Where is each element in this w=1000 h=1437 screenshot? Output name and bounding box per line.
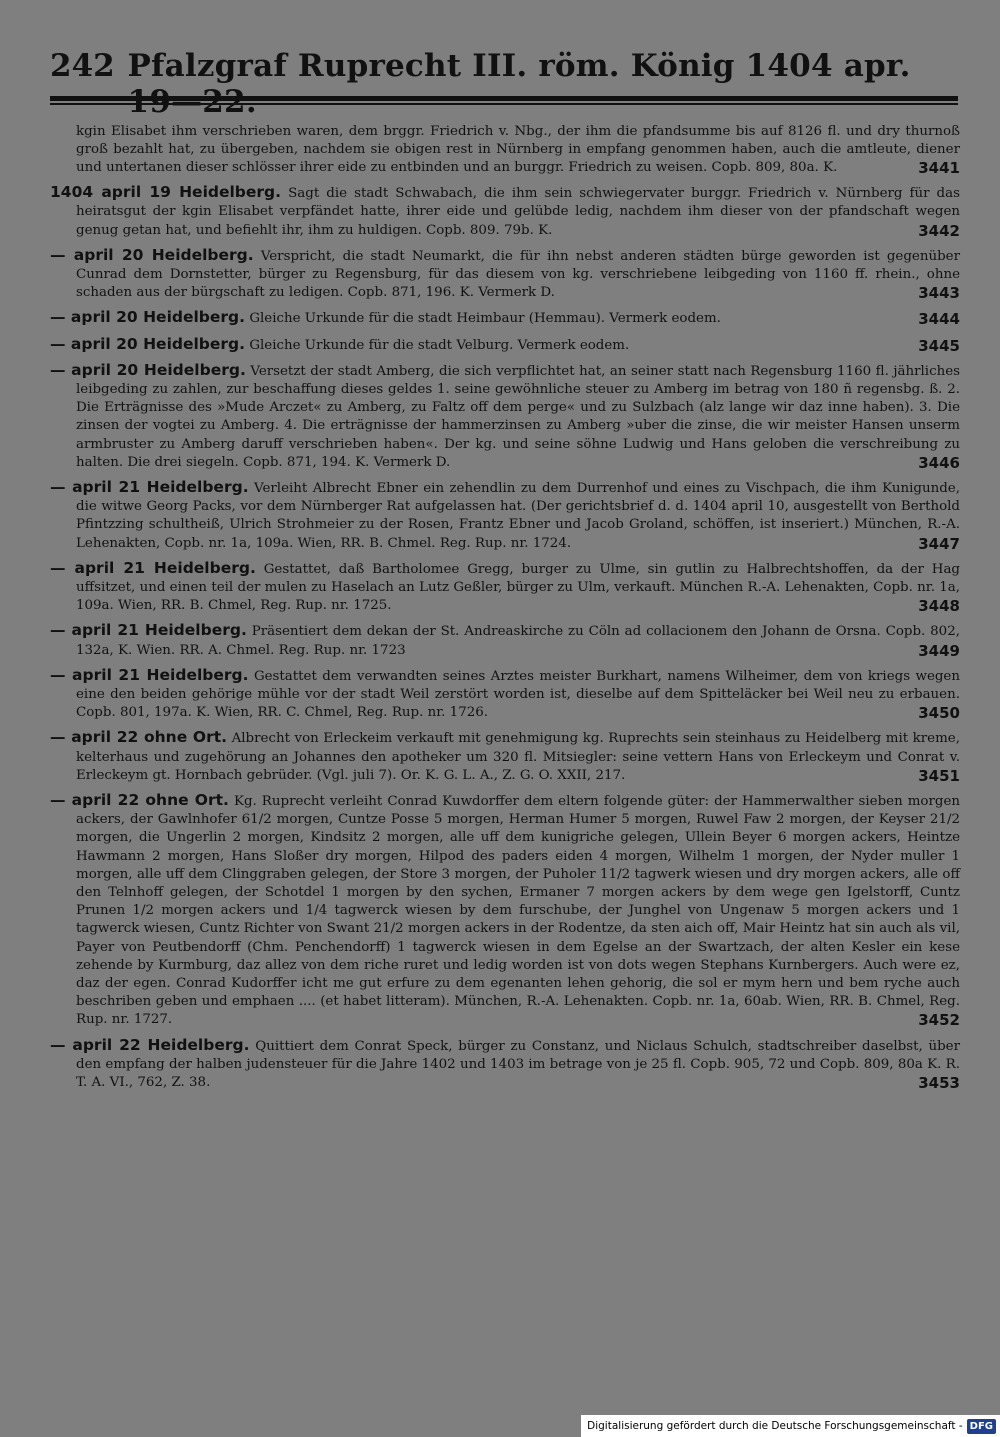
regest-number: 3451: [918, 766, 960, 785]
regest-entry: [50, 308, 960, 328]
regest-text: Präsentiert dem dekan der St. Andreaskirche zu Cöln ad collacionem den Johann de Orsna. Copb. 802, 132a, K. Wien. RR. A. Chmel. Reg. Rup. nr. 1723: [76, 624, 960, 658]
regest-date: — april 20 Heidelberg.: [50, 360, 246, 379]
document-page: [50, 48, 960, 1098]
regest-entry: [50, 478, 960, 553]
regest-text: Gestattet, daß Bartholomee Gregg, burger zu Ulme, sin gutlin zu Halbrechtshoffen, da der Hag uffsitzet, und einen teil der mulen zu Haselach an Lutz Geßler, bürger zu Ulm, verkauft. München R.-A. Lehenakten, Copb. nr. 1a, 109a. Wien, RR. B. Chmel, Reg. Rup. nr. 1725.: [76, 561, 960, 614]
running-title: Pfalzgraf Ruprecht III. röm. König 1404 apr. 19—22.: [127, 48, 911, 120]
regest-text: Verspricht, die stadt Neumarkt, die für ihn nebst anderen städten bürge geworden ist gegenüber Cunrad dem Dornstetter, bürger zu Regensburg, für das diesem von kg. verschriebene leibgeding von 1160 ff. rhein., ohne schaden aus der bürgschaft zu ledigen. Copb. 871, 196. K. Vermerk D.: [76, 248, 960, 301]
regest-date: — april 21 Heidelberg.: [50, 621, 247, 640]
regest-entry: [50, 728, 960, 785]
regest-number: 3445: [918, 336, 960, 355]
regest-text: Albrecht von Erleckeim verkauft mit genehmigung kg. Ruprechts sein steinhaus zu Heidelberg mit kreme, kelterhaus und zugehörung an Johannes den apotheker um 320 fl. Mitsiegler: seine vettern Hans von Erleckeym und Conrat v. Erleckeym gt. Hornbach gebrüder. (Vgl. juli 7). Or. K. G. L. A., Z. G. O. XXII, 217.: [76, 731, 960, 783]
regest-entry: [50, 335, 960, 355]
regest-date: — april 22 ohne Ort.: [50, 791, 229, 809]
regest-entry: [50, 666, 960, 723]
regest-list: [50, 123, 960, 1093]
regest-text: Verleiht Albrecht Ebner ein zehendlin zu dem Durrenhof und eines zu Vischpach, die ihm Kunigunde, die witwe Georg Packs, vor dem Nürnberger Rat aufgelassen hat. (Der gerichtsbrief d. d. 1404 april 10, ausgestellt von Berthold Pfintzzing schultheiß, Ulrich Strohmeier zu der Rosen, Frantz Ebner und Jacob Groland, schöffen, ist inseriert.) München, R.-A. Lehenakten, Copb. nr. 1a, 109a. Wien, RR. B. Chmel. Reg. Rup. nr. 1724.: [76, 480, 960, 551]
regest-text: Versetzt der stadt Amberg, die sich verpflichtet hat, an seiner statt nach Regensburg 1160 fl. jährliches leibgeding zu zahlen, zur beschaffung dieses geldes 1. seine gewöhnliche steuer zu Amberg im betrag von 180 ñ regensbg. ß. 2. Die Erträgnisse des »Mude Arczet« zu Amberg, zu Faltz off dem perge« und zu Sulzbach (alz lange wir daz inne haben). 3. Die zinsen der vogtei zu Amberg. 4. Die erträgnisse der hammerzinsen zu Amberg »uber die zinse, die wir meister Hansen unserm armbruster zu Amberg daruff verschrieben haben«. Der kg. und seine söhne Ludwig und Hans geloben die verschreibung zu halten. Die drei siegeln. Copb. 871, 194. K. Vermerk D.: [76, 363, 960, 470]
regest-text: Kg. Ruprecht verleiht Conrad Kuwdorffer dem eltern folgende güter: der Hammerwalther sieben morgen ackers, der Gawlnhofer 61/2 morgen, Cuntze Posse 5 morgen, Herman Humer 5 morgen, Ruwel Faw 2 morgen, der Keyser 21/2 morgen, die Ungerlin 2 morgen, Kindsitz 2 morgen, alle uff dem kunigriche gelegen, Ullein Beyer 6 morgen ackers, Heintze Hawmann 2 morgen, Hans Sloßer dry morgen, Hilpod des paders eiden 4 morgen, Wilhelm 1 morgen, der Nyder muller 1 morgen, alle uff dem Clinggraben gelegen, der Store 3 morgen, der Puholer 11/2 tagwerk wiesen und dry morgen ackers, alle off den Telnhoff gelegen, der Schotdel 1 morgen by den sychen, Ermaner 7 morgen ackers by dem wege gen Igelstorff, Cuntz Prunen 1/2 morgen ackers und 1/4 tagwerck wiesen by dem furschube, der Junghel von Ungenaw 5 morgen ackers und 1 tagwerck wiesen, Cuntz Richter von Swant 21/2 morgen ackers in der Rodentze, da sten aich off, Mair Heintz hat sin auch als vil, Payer von Peutbendorff (Chm. Penchendorff) 1 tagwerck wiesen in dem Egelse an der Swartzach, der alten Kesler ein kese zehende by Kurmburg, daz allez von dem riche ruret und ledig worden ist von dots wegen Stephans Kurnbergers. Auch were ez, daz der egen. Conrad Kudorffer icht me gut erfure zu dem egenanten lehen gehorig, die sol er mym hern und bem ryche auch beschriben geben und emphaen .... (et habet litteram). München, R.-A. Lehenakten. Copb. nr. 1a, 60ab. Wien, RR. B. Chmel, Reg. Rup. nr. 1727.: [76, 794, 961, 1028]
regest-number: 3447: [918, 534, 960, 553]
regest-number: 3449: [918, 641, 960, 660]
regest-date: — april 22 Heidelberg.: [50, 1035, 250, 1054]
regest-date: — april 21 Heidelberg.: [50, 558, 256, 577]
regest-number: 3448: [918, 597, 960, 616]
regest-number: 3441: [918, 158, 960, 177]
regest-date: — april 21 Heidelberg.: [50, 665, 249, 684]
page-number: 242: [50, 48, 115, 84]
regest-date: — april 20 Heidelberg.: [50, 334, 246, 353]
regest-entry: [50, 621, 960, 659]
page-header: [50, 48, 960, 120]
regest-entry: [50, 183, 960, 240]
regest-number: 3450: [918, 704, 960, 723]
regest-entry: [50, 791, 960, 1030]
regest-entry: [50, 559, 960, 616]
regest-date: — april 22 ohne Ort.: [50, 728, 228, 747]
regest-date: — april 20 Heidelberg.: [50, 245, 254, 264]
regest-number: 3443: [918, 284, 960, 303]
regest-entry: [50, 246, 960, 303]
regest-date: 1404 april 19 Heidelberg.: [50, 183, 282, 202]
regest-number: 3446: [918, 453, 960, 472]
dfg-logo-icon: DFG: [967, 1419, 996, 1434]
regest-number: 3453: [918, 1074, 960, 1093]
footer-text: Digitalisierung gefördert durch die Deutsche Forschungsgemeinschaft -: [587, 1420, 963, 1432]
funding-footer: [581, 1415, 1000, 1437]
regest-number: 3442: [918, 221, 960, 240]
regest-text: Gestattet dem verwandten seines Arztes meister Burkhart, namens Wilheimer, dem von kriegs wegen eine den beiden gehörige mühle vor der stadt Weil zerstört worden ist, dieselbe auf dem Spitteläcker bei Weil neu zu erbauen. Copb. 801, 197a. K. Wien, RR. C. Chmel, Reg. Rup. nr. 1726.: [76, 668, 960, 721]
regest-number: 3452: [918, 1011, 960, 1030]
regest-entry: [50, 361, 960, 472]
regest-text: Gleiche Urkunde für die stadt Heimbaur (Hemmau). Vermerk eodem.: [249, 311, 721, 327]
regest-entry: [50, 1036, 960, 1093]
regest-text: kgin Elisabet ihm verschrieben waren, dem brggr. Friedrich v. Nbg., der ihm die pfandsumme bis auf 8126 fl. und dry thurnoß groß bezahlt hat, zu übergeben, nachdem sie obigen rest in Nürnberg in empfang genommen haben, auch die amtleute, diener und untertanen dieser schlösser ihrer eide zu entbinden und an burggr. Friedrich zu weisen. Copb. 809, 80a. K.: [76, 123, 960, 175]
regest-text: Quittiert dem Conrat Speck, bürger zu Constanz, und Niclaus Schulch, stadtschreiber daselbst, über den empfang der halben judensteuer für die Jahre 1402 und 1403 im betrage von je 25 fl. Copb. 905, 72 und Copb. 809, 80a K. R. T. A. VI., 762, Z. 38.: [76, 1038, 961, 1091]
regest-text: Gleiche Urkunde für die stadt Velburg. Vermerk eodem.: [249, 337, 630, 353]
regest-date: — april 20 Heidelberg.: [50, 308, 246, 327]
regest-date: — april 21 Heidelberg.: [50, 477, 249, 496]
regest-number: 3444: [918, 310, 960, 329]
regest-text: Sagt die stadt Schwabach, die ihm sein schwiegervater burggr. Friedrich v. Nürnberg für das heiratsgut der kgin Elisabet verpfändet hatte, ihrer eide und gelübde ledig, nachdem ihm dieser von der pfandschaft wegen genug getan hat, und befiehlt ihr, ihm zu huldigen. Copb. 809. 79b. K.: [76, 186, 960, 238]
regest-entry: [50, 123, 960, 178]
